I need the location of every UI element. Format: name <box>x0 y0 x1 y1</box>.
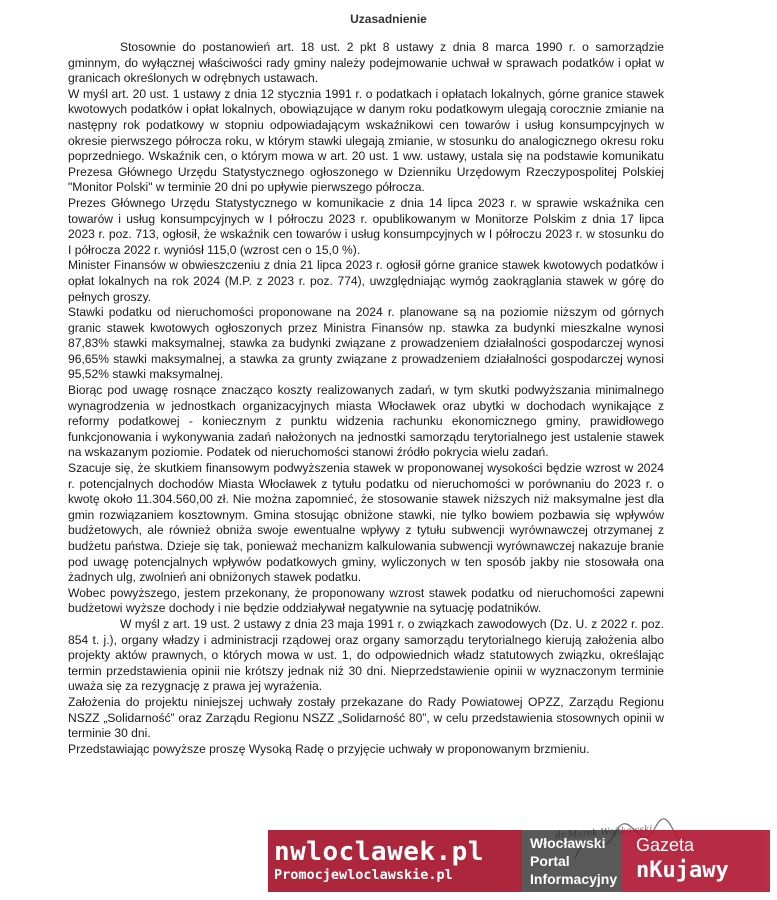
watermark-portal-block <box>522 830 622 892</box>
paragraph: W myśl z art. 19 ust. 2 ustawy z dnia 23 maja 1991 r. o związkach zawodowych (Dz. U. z 2022 r. poz. 854 t. j.), organy władzy i administracji rządowej oraz organy samorządu terytorialnego kierują założenia albo projekty aktów prawnych, o których mowa w ust. 1, do odpowiednich władz statutowych związku, określając termin przedstawienia opinii nie krótszy jednak niż 30 dni. Nieprzedstawienie opinii w wyznaczonym terminie uważa się za rezygnację z prawa jej wyrażenia. <box>68 616 664 694</box>
watermark-portal-line: Portal <box>530 853 570 869</box>
watermark-gazeta-block <box>622 830 770 892</box>
document-title: Uzasadnienie <box>350 12 427 26</box>
watermark-portal-line: Informacyjny <box>530 871 618 887</box>
paragraph: Przedstawiając powyższe proszę Wysoką Radę o przyjęcie uchwały w proponowanym brzmieniu. <box>68 741 590 756</box>
paragraph: Stosownie do postanowień art. 18 ust. 2 pkt 8 ustawy z dnia 8 marca 1990 r. o samorządzie gminnym, do wyłącznej właściwości rady gminy należy podejmowanie uchwał w sprawach podatków i opłat w granicach określonych w odrębnych ustawach. <box>68 40 664 86</box>
watermark-portal-line: Włocławski <box>530 835 606 851</box>
document-body <box>68 40 664 757</box>
paragraph: Minister Finansów w obwieszczeniu z dnia 21 lipca 2023 r. ogłosił górne granice stawek kwotowych podatków i opłat lokalnych na rok 2024 (M.P. z 2023 r. poz. 774), uwzględniając wymóg zaokrąglania stawek w górę do pełnych groszy. <box>68 258 664 304</box>
watermark-logo-block <box>268 830 522 892</box>
paragraph: W myśl art. 20 ust. 1 ustawy z dnia 12 stycznia 1991 r. o podatkach i opłatach lokalnych, górne granice stawek kwotowych podatków i opłat lokalnych, obowiązujące w danym roku podatkowym ulegają corocznie zmianie na następny rok podatkowy w stopniu odpowiadającym wskaźnikowi cen towarów i usług konsumpcyjnych w okresie pierwszego półrocza roku, w którym stawki ulegają zmianie, w stosunku do analogicznego okresu roku poprzedniego. Wskaźnik cen, o którym mowa w art. 20 ust. 1 ww. ustawy, ustala się na podstawie komunikatu Prezesa Głównego Urzędu Statystycznego ogłoszonego w Dzienniku Urzędowym Rzeczypospolitej Polskiej "Monitor Polski" w terminie 20 dni po upływie pierwszego półrocza. <box>68 86 664 195</box>
watermark-domain: nwloclawek.pl <box>274 837 484 867</box>
watermark-brand: nKujawy <box>636 858 729 883</box>
paragraph: Wobec powyższego, jestem przekonany, że proponowany wzrost stawek podatku od nieruchomości zapewni budżetowi wyższe dochody i nie będzie oddziaływał negatywnie na sytuację podatników. <box>68 585 664 616</box>
watermark-subdomain: Promocjewloclawskie.pl <box>274 867 453 883</box>
watermark-gazeta: Gazeta <box>636 835 695 855</box>
paragraph: Założenia do projektu niniejszej uchwały zostały przekazane do Rady Powiatowej OPZZ, Zarządu Regionu NSZZ „Solidarność” oraz Zarządu Regionu NSZZ „Solidarność 80”, w celu przedstawienia stosownych opinii w terminie 30 dni. <box>68 694 664 741</box>
paragraph: Biorąc pod uwagę rosnące znacząco koszty realizowanych zadań, w tym skutki podwyższania minimalnego wynagrodzenia w jednostkach organizacyjnych miasta Włocławek oraz ubytki w dochodach wynikające z reformy podatkowej - koniecznym z punktu widzenia rachunku ekonomicznego gminy, prawidłowego funkcjonowania i wykonywania zadań nałożonych na jednostki samorządu terytorialnego jest ustalenie stawek na wskazanym poziomie. Podatek od nieruchomości stanowi źródło pokrycia wielu zadań. <box>68 383 664 460</box>
paragraph: Stawki podatku od nieruchomości proponowane na 2024 r. planowane są na poziomie niższym od górnych granic stawek kwotowych ogłoszonych przez Ministra Finansów np. stawka za budynki mieszkalne wynosi 87,83% stawki maksymalnej, stawka za budynki związane z prowadzeniem działalności gospodarczej wynosi 96,65% stawki maksymalnej, a stawka za grunty związane z prowadzeniem działalności gospodarczej wynosi 95,52% stawki maksymalnej. <box>68 305 664 382</box>
paragraph: Szacuje się, że skutkiem finansowym podwyższenia stawek w proponowanej wysokości będzie wzrost w 2024 r. potencjalnych dochodów Miasta Włocławek z tytułu podatku od nieruchomości w porównaniu do 2023 r. o kwotę około 11.304.560,00 zł. Nie można zapomnieć, że stosowanie stawek niższych niż maksymalne jest dla gmin rozwiązaniem kosztownym. Gmina stosując obniżone stawki, nie tylko bowiem pozbawia się wpływów budżetowych, ale również obniża swoje ewentualne wpływy z tytułu subwencji wyrównawczej otrzymanej z budżetu państwa. Dzieje się tak, ponieważ mechanizm kalkulowania subwencji wyrównawczej nakazuje branie pod uwagę potencjalnych wpływów podatkowych gminy, wyliczonych w ten sposób jakby nie stosowała ona żadnych ulg, zwolnień ani obniżonych stawek podatku. <box>68 461 664 585</box>
paragraph: Prezes Głównego Urzędu Statystycznego w komunikacie z dnia 14 lipca 2023 r. w sprawie wskaźnika cen towarów i usług konsumpcyjnych w I półroczu 2023 r. opublikowanym w Monitorze Polskim z dnia 17 lipca 2023 r. poz. 713, ogłosił, że wskaźnik cen towarów i usług konsumpcyjnych w I półroczu 2023 r. w stosunku do I półrocza 2022 r. wyniósł 115,0 (wzrost cen o 15,0 %). <box>68 195 664 257</box>
watermark-banner[interactable] <box>268 830 770 892</box>
